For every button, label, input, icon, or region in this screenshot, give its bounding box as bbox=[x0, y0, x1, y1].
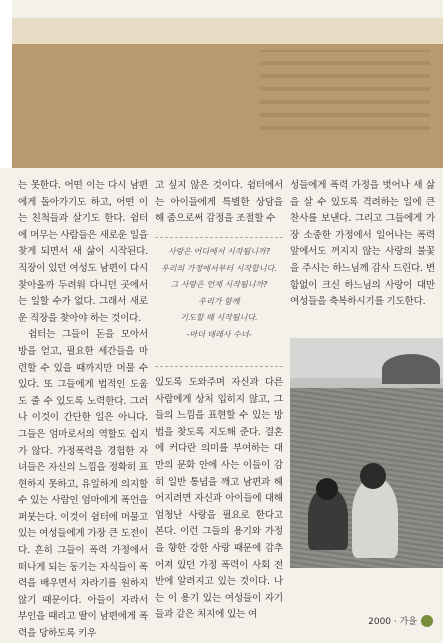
quote-line-5: 기도할 때 시작됩니다. bbox=[180, 313, 258, 322]
header-ghost-text bbox=[260, 50, 430, 130]
left-strip bbox=[0, 0, 12, 168]
pull-quote bbox=[155, 237, 283, 367]
quote-line-3: 그 사랑은 언제 시작됩니까? bbox=[170, 280, 268, 289]
col3-para: 성들에게 폭력 가정을 벗어나 새 삶을 살 수 있도록 격려하는 일에 큰 찬사를 보낸다. 그리고 그들에게 가장 소중한 가정에서 일어나는 폭력 앞에서도 꺼지지 않는 사랑의 불꽃을 주시는 하느님께 감사 드린다. 변함없이 크신 하느님의 사랑이 대만 여성들을 축복하시기를 기도한다. bbox=[290, 180, 435, 308]
quote-line-1: 사랑은 어디에서 시작됩니까? bbox=[167, 247, 271, 256]
photo-mother bbox=[352, 478, 398, 558]
column-2-bottom bbox=[155, 375, 283, 624]
photo-stadium bbox=[382, 354, 440, 384]
col1-para-1: 는 못한다. 어떤 이는 다시 남편에게 돌아가기도 하고, 어떤 이는 친척들과 살기도 한다. 쉼터에 머무는 사람들은 새로운 일을 찾게 되면서 새 삶이 시작된다. 직장이 있던 여성도 남편이 다시 찾아올까 두려워 다니던 곳에서는 일할 수가 없다. 그래서 새로운 직장을 찾아야 하는 것이다. bbox=[18, 180, 148, 324]
footer-text: 2000 · 가을 bbox=[368, 617, 417, 627]
quote-line-4: 우리가 함께 bbox=[198, 296, 240, 306]
photo-mother-child bbox=[290, 338, 443, 568]
column-2-top bbox=[155, 178, 283, 228]
top-strip bbox=[0, 0, 443, 18]
column-3 bbox=[290, 178, 435, 311]
column-1 bbox=[18, 178, 148, 643]
footer-logo-icon bbox=[421, 615, 433, 627]
col2-para-top: 고 싶지 않은 것이다. 쉼터에서는 아이들에게 특별한 상담을 해 줌으로써 감정을 조절할 수 bbox=[155, 180, 283, 225]
quote-line-2: 우리의 가정에서부터 시작합니다. bbox=[161, 263, 277, 273]
col2-para-bottom: 있도록 도와주며 자신과 다른 사람에게 상처 입히지 않고, 그들의 느낌을 표현할 수 있는 방법을 찾도록 지도해 준다. 결혼에 커다란 의미를 부여하는 대만의 문화 안에 사는 이들이 감히 일반 통념을 깨고 남편과 헤어지려면 자신과 아이들에 대해 엄청난 사랑을 필요로 한다고 본다. 이런 그들의 용기와 가정을 향한 강한 사랑 때문에 감추어져 있던 가정 폭력이 사회 전반에 알려지고 있는 것이다. 나는 이 용기 있는 여성들이 자기들과 같은 처지에 있는 여 bbox=[155, 377, 283, 621]
col1-para-2: 쉼터는 그들이 돈을 모아서 방을 얻고, 필요한 세간들을 마련할 수 있을 때까지만 머물 수 있다. 또 그들에게 법적인 도움도 줄 수 있도록 노력한다. 그러나 이것이 간단한 일은 아니다. 그들은 엄마로서의 역할도 쉽지가 않다. 가정폭력을 경험한 자녀들은 자신의 느낌을 정확히 표현하지 못하고, 유일하게 의지할 수 있는 사람인 엄마에게 폭언을 퍼붓는다. 이것이 쉼터에 머물고 있는 여성들에게 가장 큰 도전이다. 흔히 그들이 폭력 가정에서 떠나게 되는 동기는 자식들이 폭력을 배우면서 자라기를 원하지 않기 때문이다. 아들이 자라서 부인을 때리고 딸이 남편에게 폭력을 당하도록 키우 bbox=[18, 329, 148, 640]
page-footer bbox=[368, 614, 433, 627]
quote-attribution: -마더 데레사 수녀- bbox=[186, 329, 252, 339]
header-cream-bar bbox=[12, 18, 443, 44]
header-band bbox=[0, 0, 443, 168]
photo-child-head bbox=[316, 478, 338, 500]
photo-mother-head bbox=[360, 463, 386, 489]
